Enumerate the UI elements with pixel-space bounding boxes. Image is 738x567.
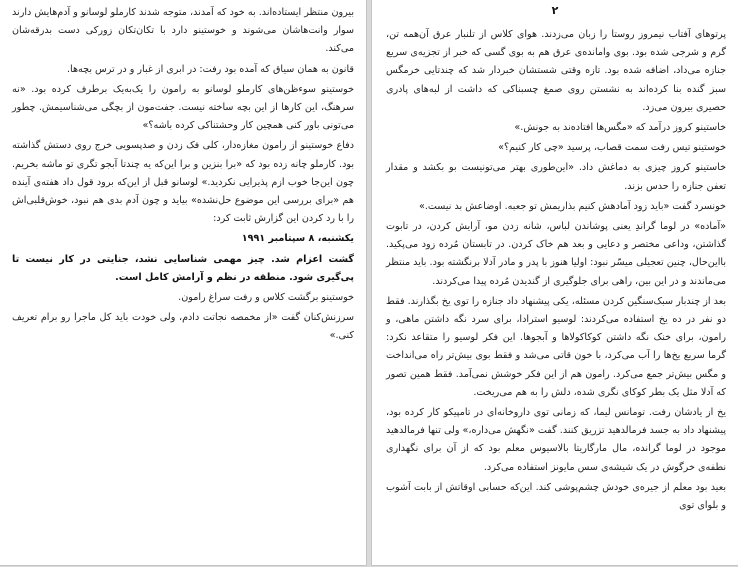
left-paragraph: سرزنش‌کنان گفت «از مخمصه نجاتت دادم، ولی خودت باید کل ماجرا رو برام تعریف کنی.» bbox=[12, 312, 354, 342]
right-paragraph: خونسرد گفت «باید زود آمادهش کنیم بذاریمش تو جعبه. اوضاعش بد نیست.» bbox=[418, 200, 726, 212]
report-date: یکشنبه، ۸ سپتامبر ۱۹۹۱ bbox=[241, 233, 354, 245]
right-paragraph: «آماده» در لوما گراندِ یعنی پوشاندن لباس، شانه زدن مو، آرایش کردن، در تابوت گذاشتن، وداعی مختصر و دعایی و بعد هم خاک کردن. در تابستان مُرده زود می‌پکید. بااین‌حال، چنین تعجیلی میسّر نبود: اولیا هنوز با پدر و مادر آدلا برنگشته بود. باید منتظر می‌ماندند و در این بین، راهی برای جلوگیری از گندیدن مُرده پیدا می‌کردند. bbox=[386, 221, 726, 287]
right-page-text bbox=[386, 26, 726, 517]
left-page-text bbox=[12, 4, 354, 348]
right-paragraph: بعید بود معلم از جیره‌ی خودش چشم‌پوشی کند. این‌که حسابی اوقاتش از بابت آشوب و بلوای توی bbox=[386, 481, 726, 512]
left-paragraph: دفاع خوستینو از رامون مغازه‌دار، کلی فک زدن و صدپسویی خرج روی دستش گذاشته بود. کارملو چانه زده بود که «برا بنزین و برا این‌که یه چندتا آبجو تگری تو ماشه بخریم. چون این‌جا خوب ازم پذیرایی نکردید.» لوسانو قبل از این‌که برود قول داد هفته‌ی آینده هم «برای بررسی این موضوع حل‌نشده» بیاید و چون آدم بدی هم نبود، خوش‌قلبی‌اش را با رد کردن این گزارش ثابت کرد: bbox=[12, 140, 354, 225]
left-paragraph: قانون به همان سیاق که آمده بود رفت: در ابری از غبار و در ترس بچه‌ها. bbox=[66, 63, 354, 75]
left-paragraph: خوستینو برگشت کلاس و رفت سراغ رامون. bbox=[178, 292, 354, 304]
right-paragraph: خوستینو تیس رفت سمت قصاب، پرسید «چی کار کنیم؟» bbox=[498, 142, 726, 154]
right-page bbox=[372, 0, 738, 565]
right-paragraph: بعد از چندبار سبک‌سنگین کردن مسئله، یکی پیشنهاد داد جنازه را توی یخ بگذارند. فقط دو نفر در ده یخ استفاده می‌کردند: لوسیو استرادا، برای سرد نگه داشتن ماهی، و رامون، برای خنک نگه داشتن کوکاکولاها و آبجوها. این فکر لوسیو را متقاعد نکرد: گرما سریع یخ‌ها را آب می‌کرد، با خون قاتی می‌شد و فقط بوی بیش‌تر راه می‌انداخت و مگس بیش‌تر جمع می‌کرد. رامون هم از این فکر خوشش نمی‌آمد. فقط همین تصور که آدلا مثل یک بطر کوکای نگری شده، دلش را به هم می‌ریخت. bbox=[386, 295, 726, 398]
right-paragraph: خاستینو کروز درآمد که «مگس‌ها افتاده‌ند به جونش.» bbox=[514, 122, 726, 134]
right-paragraph: خاستینو کروز چیزی به دماغش داد. «این‌طوری بهتر می‌تونیست بو بکشد و مقدار تعفن جنازه را حدس بزند. bbox=[386, 162, 726, 192]
report-text: گشت اعزام شد. چیز مهمی شناسایی نشد، جنایتی در کار نیست تا پی‌گیری شود. منطقه در نظم و آرامش کامل است. bbox=[12, 253, 354, 283]
left-page bbox=[0, 0, 366, 565]
left-paragraph: بیرون منتظر ایستاده‌اند. به خود که آمدند، متوجه شدند کارملو لوسانو و آدم‌هایش دارند سوار وانت‌هاشان می‌شوند و خوستینو دارد با تکان‌تکان زورکی دست‌ ‌بدرقه‌شان می‌کند. bbox=[12, 7, 354, 55]
left-paragraph: خوستینو سوءظن‌های کارملو لوسانو به رامون را یک‌به‌یک برطرف کرده بود. «نه سرهنگ، این کارها از این بچه ساخته نیست. جفت‌مون از بچگی می‌شناسیمش. چطور می‌تونی باور کنی همچین کار وحشتناکی کرده باشه؟» bbox=[12, 83, 354, 132]
right-paragraph: پرتوهای آفتاب نیمروز روستا را زبان می‌زدند. هوای کلاس از تلنبار عرق آن‌همه تن، گرم و شرجی شده بود. بوی وامانده‌ی عرق هم به بوی گسی که خبر از تجزیه‌ی سریع جنازه می‌داد، اضافه شده بود. تازه وقتی شستشان خبردار شد که چندتایی خرمگس سبز گنده بنا کرده‌اند به نشستن روی صمغ چسبناکی که داشت از لبه‌های پادری حصیری بیرون می‌زد. bbox=[386, 29, 726, 113]
right-paragraph: یخ از یادشان رفت. تومانس لیما، که زمانی توی داروخانه‌ای در تامپیکو کار کرده بود، پیشنهاد داد به جسد فرمالدهید تزریق کنند. گفت «نگهش می‌داره،» ولی تنها فرمالدهید موجود در لوما گرانده، مال مارگاریتا بالاسیوس معلم بود که از آن برای نگهداری نطفه‌ی خرگوش در یک شیشه‌ی سس مایونز استفاده می‌کرد. bbox=[386, 407, 726, 473]
page-number: ۲ bbox=[551, 4, 559, 17]
